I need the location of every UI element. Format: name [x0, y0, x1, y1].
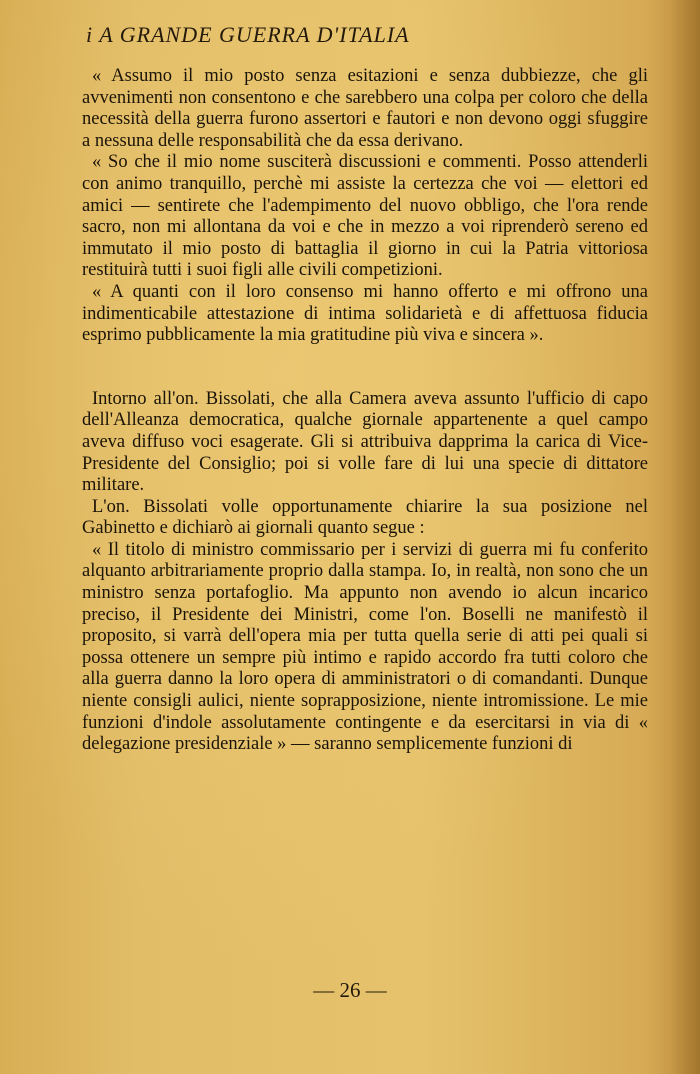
paragraph: « Assumo il mio posto senza esitazioni e senza dubbiezze, che gli avvenimenti non consentono e che sarebbero una colpa per coloro che della necessità della guerra furono assertori e fautori e non devono oggi sfuggire a nessuna delle responsabilità che da essa derivano. [82, 66, 648, 151]
paragraph: Intorno all'on. Bissolati, che alla Camera aveva assunto l'ufficio di capo dell'Alleanza democratica, qualche giornale appartenente a quel campo aveva diffuso voci esagerate. Gli si attribuiva dapprima la carica di Vice-Presidente del Consiglio; poi si volle fare di lui una specie di dittatore militare. [82, 388, 648, 496]
paragraph: « So che il mio nome susciterà discussioni e commenti. Posso attenderli con animo tranquillo, perchè mi assiste la certezza che voi — elettori ed amici — sentirete che l'adempimento del nuovo obbligo, che l'ora rende sacro, non mi allontana da voi e che in mezzo a voi riprenderò sereno ed immutato il mio posto di battaglia il giorno in cui la Patria vittoriosa restituirà tutti i suoi figli alle civili competizioni. [82, 152, 648, 281]
page-body [82, 66, 648, 756]
paragraph: « Il titolo di ministro commissario per i servizi di guerra mi fu conferito alquanto arbitrariamente proprio dalla stampa. Io, in realtà, non sono che un ministro senza portafoglio. Ma appunto non avendo io alcun incarico preciso, il Presidente dei Ministri, come l'on. Boselli ne manifestò il proposito, si varrà dell'opera mia per tutta quella serie di atti pei quali si possa ottenere un sempre più intimo e rapido accordo fra tutti coloro che alla guerra danno la loro opera di amministratori o di comandanti. Dunque niente consigli aulici, niente soprapposizione, niente intromissione. Le mie funzioni d'indole assolutamente contingente e da esercitarsi in via di « delegazione presidenziale » — saranno semplicemente funzioni di [82, 539, 648, 755]
running-head: i A GRANDE GUERRA D'ITALIA [86, 22, 410, 47]
page-edge-shadow [670, 0, 700, 1074]
page-number: — 26 — [313, 978, 387, 1002]
paragraph: L'on. Bissolati volle opportunamente chiarire la sua posizione nel Gabinetto e dichiarò ai giornali quanto segue : [82, 496, 648, 539]
paragraph: « A quanti con il loro consenso mi hanno offerto e mi offrono una indimenticabile attestazione di intima solidarietà e di affettuosa fiducia esprimo pubblicamente la mia gratitudine più viva e sincera ». [82, 281, 648, 346]
